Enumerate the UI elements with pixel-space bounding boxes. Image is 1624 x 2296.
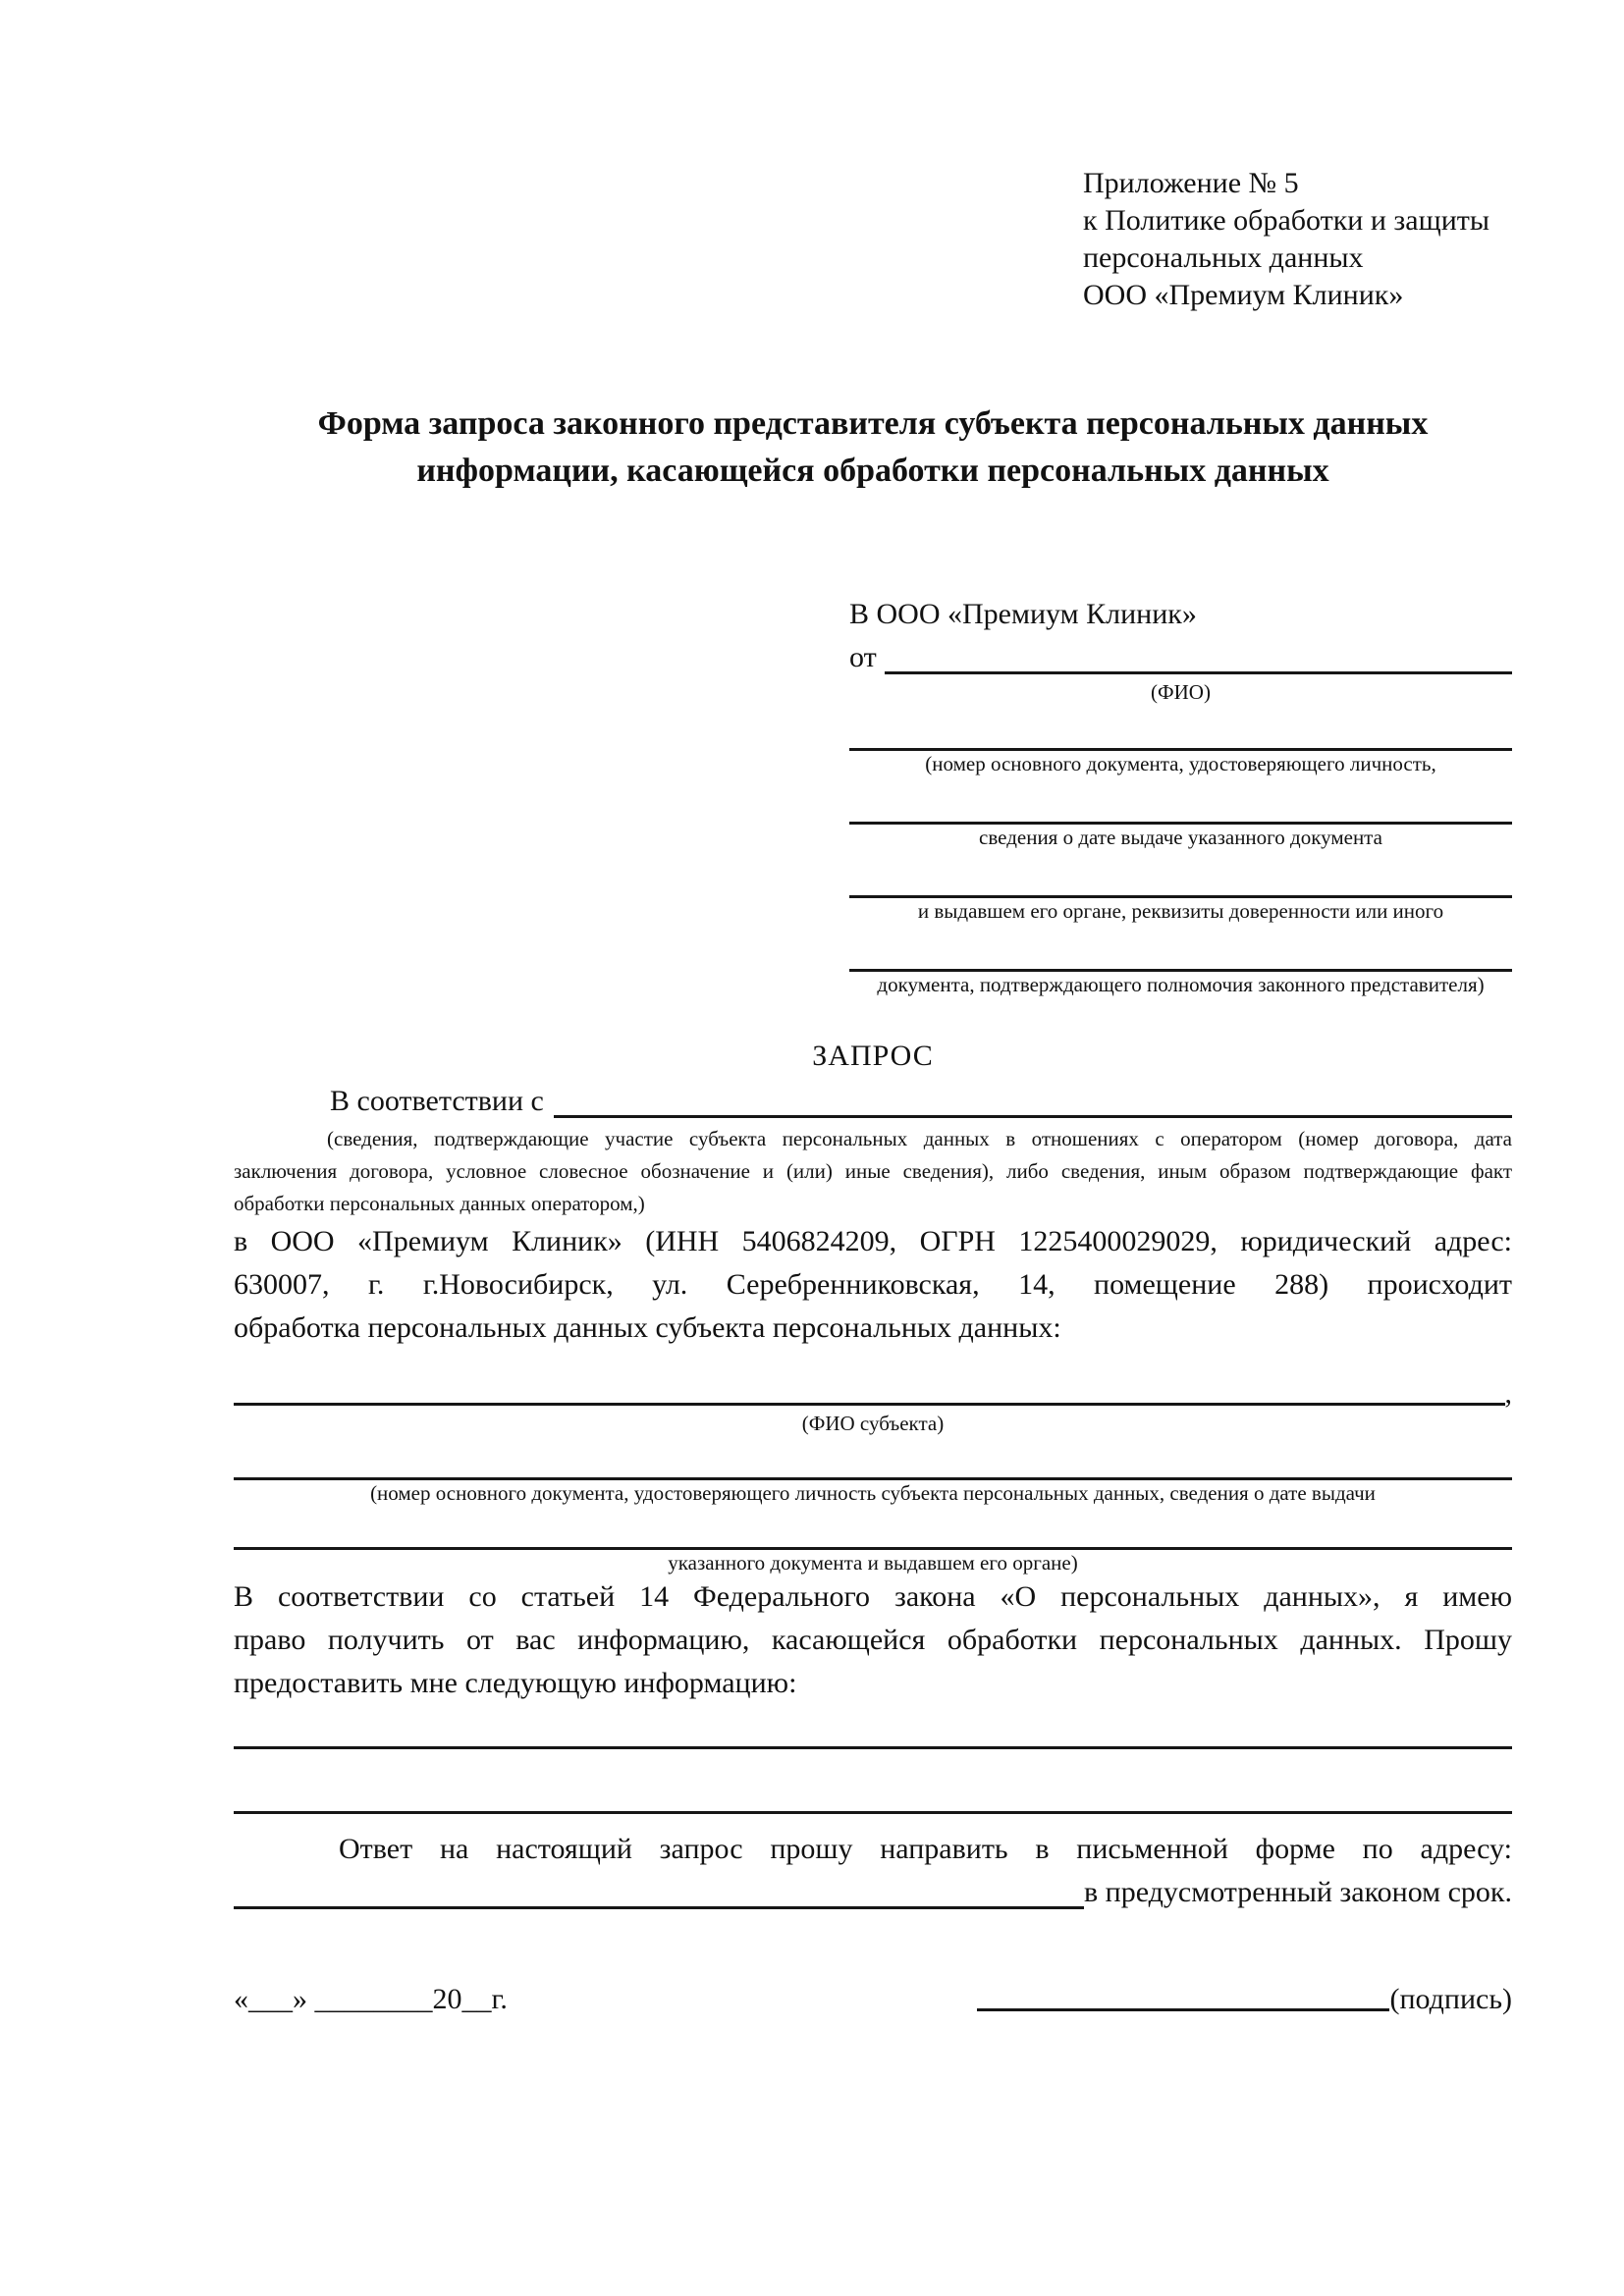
lead-line xyxy=(234,1080,1512,1123)
signature-caption: (подпись) xyxy=(1389,1983,1512,2015)
lead-label: В соответствии с xyxy=(330,1085,544,1117)
addressee-to-line: В ООО «Премиум Клиник» xyxy=(849,598,1197,630)
info-blank-line xyxy=(234,1746,1512,1749)
operator-caption-line: (сведения, подтверждающие участие субъекта персональных данных в отношениях с оператором (номер договора, дата xyxy=(327,1127,1512,1150)
id-blank-line xyxy=(849,705,1512,751)
response-address-row xyxy=(234,1871,1512,1914)
id-blank-line xyxy=(849,924,1512,972)
law-paragraph-line: право получить от вас информацию, касающейся обработки персональных данных. Прошу xyxy=(234,1624,1512,1656)
footer-row xyxy=(234,1983,1512,2016)
lead-blank-line xyxy=(554,1115,1512,1118)
subject-fio-comma: , xyxy=(1504,1377,1512,1410)
law-paragraph-line: предоставить мне следующую информацию: xyxy=(234,1667,797,1699)
date-line: «___» ________20__г. xyxy=(234,1983,508,2015)
document-title-line: Форма запроса законного представителя субъекта персональных данных xyxy=(317,405,1429,442)
operator-caption-paragraph xyxy=(234,1123,1512,1220)
id-caption: документа, подтверждающего полномочия законного представителя) xyxy=(877,973,1485,996)
operator-paragraph xyxy=(234,1220,1512,1350)
law-paragraph xyxy=(234,1575,1512,1705)
header-note-line: персональных данных xyxy=(1083,241,1364,274)
subject-id-caption: (номер основного документа, удостоверяющего личность субъекта персональных данных, сведения о дате выдачи xyxy=(370,1481,1376,1505)
id-caption: и выдавшем его органе, реквизиты доверенности или иного xyxy=(917,899,1444,923)
fio-caption: (ФИО) xyxy=(1151,680,1211,704)
response-tail: в предусмотренный законом срок. xyxy=(1084,1876,1512,1908)
addressee-from-line xyxy=(849,636,1512,679)
operator-paragraph-line: обработка персональных данных субъекта персональных данных: xyxy=(234,1311,1061,1344)
header-note-line: Приложение № 5 xyxy=(1083,167,1299,199)
id-caption: сведения о дате выдаче указанного документа xyxy=(979,826,1382,849)
subject-fio-caption: (ФИО субъекта) xyxy=(801,1412,945,1435)
addressee-block xyxy=(849,593,1512,997)
law-paragraph-line: В соответствии со статьей 14 Федерального закона «О персональных данных», я имею xyxy=(234,1580,1512,1613)
operator-caption-line: обработки персональных данных оператором,) xyxy=(234,1192,645,1215)
request-heading: ЗАПРОС xyxy=(812,1040,934,1072)
operator-paragraph-line: 630007, г. г.Новосибирск, ул. Серебренниковская, 14, помещение 288) происходит xyxy=(234,1268,1512,1301)
operator-caption-line: заключения договора, условное словесное обозначение и (или) иные сведения), либо сведения, иным образом подтверждающие факт xyxy=(234,1159,1512,1183)
document-title-line: информации, касающейся обработки персональных данных xyxy=(416,453,1329,489)
info-blank-line xyxy=(234,1811,1512,1814)
address-blank-line xyxy=(234,1906,1084,1909)
subject-id-caption: указанного документа и выдавшем его органе) xyxy=(668,1551,1078,1575)
header-note xyxy=(1083,165,1512,314)
header-note-line: ООО «Премиум Клиник» xyxy=(1083,279,1404,311)
header-note-line: к Политике обработки и защиты xyxy=(1083,204,1490,237)
fio-blank-line xyxy=(885,671,1512,674)
subject-id-blank-line xyxy=(234,1436,1512,1480)
subject-fio-row xyxy=(234,1377,1512,1411)
subject-fio-blank-line xyxy=(234,1403,1505,1406)
from-label: от xyxy=(849,641,877,673)
id-caption: (номер основного документа, удостоверяющего личность, xyxy=(925,752,1436,775)
signature-blank-line xyxy=(977,2008,1389,2011)
response-paragraph xyxy=(234,1828,1512,1914)
id-blank-line xyxy=(849,850,1512,898)
document-title xyxy=(234,400,1512,495)
operator-paragraph-line: в ООО «Премиум Клиник» (ИНН 5406824209, ОГРН 1225400029029, юридический адрес: xyxy=(234,1225,1512,1257)
id-blank-line xyxy=(849,776,1512,825)
subject-id-blank-line xyxy=(234,1506,1512,1550)
response-line: Ответ на настоящий запрос прошу направить в письменной форме по адресу: xyxy=(339,1833,1512,1865)
